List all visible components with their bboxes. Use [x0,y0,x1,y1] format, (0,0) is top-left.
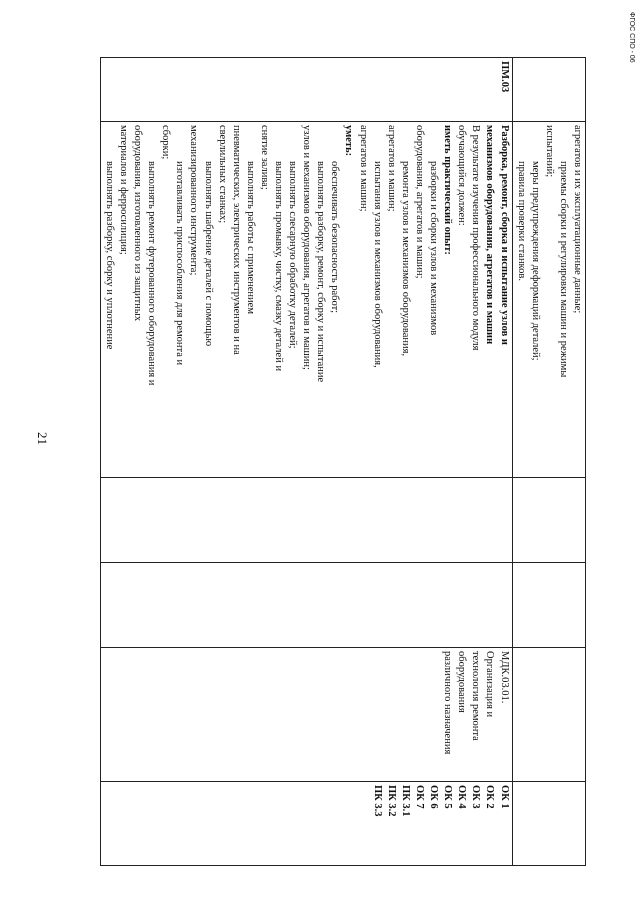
experience-line-1: разборки и сборки узлов и механизмов [428,161,440,336]
competency-5: ОК 5 [442,785,454,809]
competency-7: ОК 7 [413,785,425,809]
skills-line-11: механизированного инструмента; [188,125,200,276]
mdk-cell [100,648,512,782]
module-code: ПМ.03 [498,61,510,93]
skills-heading: уметь: [343,125,355,157]
experience-heading: иметь практический опыт: [442,125,454,255]
skills-line-1: обеспечивать безопасность работ; [329,161,341,314]
skills-line-13: сборки; [160,125,172,160]
module-title-line-2: механизмов оборудования, агрегатов и машин [484,125,496,345]
competency-3: ОК 3 [470,785,482,809]
skills-line-12: изготавливать приспособления для ремонта и [174,161,186,366]
experience-line-2: оборудования, агрегатов и машин; [413,125,425,279]
skills-line-3: узлов и механизмов оборудования, агрегатов и машин; [301,125,313,370]
skills-line-16: материалов и ферросилиция; [118,125,129,255]
competency-2: ОК 2 [484,785,496,809]
competency-6: ОК 6 [428,785,440,809]
competency-10: ПК 3.3 [371,785,383,817]
skills-line-9: сверлильных станках; [216,125,228,224]
mdk-cell-empty [512,648,585,782]
competency-4: ОК 4 [456,785,468,809]
mdk-line-4: оборудования [456,651,468,713]
curriculum-table [100,57,586,866]
skills-line-8: пневматических, электрических инструментов и на [230,125,242,355]
module-content-cell [100,122,512,478]
skills-line-2: выполнять разборку, ремонт, сборку и испытание [315,161,327,383]
module-code-cell [100,58,512,122]
skills-line-4: выполнять слесарную обработку деталей; [287,161,299,349]
skills-line-15: оборудования, изготовленного из защитных [132,125,144,322]
mdk-line-5: различного назначения [442,651,454,755]
hours-cell-empty [512,478,585,563]
carry-line-5: правила проверки станков. [515,161,527,281]
skills-line-14: выполнять ремонт футерованного оборудования и [146,161,158,386]
module-row [100,58,512,866]
carry-over-content [512,122,585,478]
competency-cell [100,782,512,866]
footer-text: ФГОС СПО - 06 [628,12,635,63]
code-cell-empty [512,58,585,122]
competency-9: ПК 3.2 [385,785,397,817]
carry-line-2: приемы сборки и регулировки машин и режимы [557,161,569,378]
mdk-line-1: МДК.03.01. [498,651,510,704]
body-line-1: В результате изучения профессионального модуля [470,125,482,351]
max-load-cell [100,478,512,563]
skills-line-17: выполнять разборку, сборку и уплотнение [103,161,115,350]
competency-cell-empty [512,782,585,866]
experience-line-3: ремонта узлов и механизмов оборудования, [399,161,411,357]
competency-1: ОК 1 [498,785,510,809]
mdk-line-2: Организация и [484,651,496,718]
body-line-2: обучающийся должен: [456,125,468,226]
page-number: 21 [35,432,50,445]
skills-line-10: выполнять шабрение деталей с помощью [202,161,214,347]
carry-line-3: испытаний; [543,125,555,178]
mandatory-hours-cell [100,563,512,648]
carry-line-4: меры предупреждения деформаций деталей; [529,161,541,361]
experience-line-5: испытания узлов и механизмов оборудования, [371,161,383,368]
skills-line-7: выполнять работы с применением [244,161,256,314]
skills-line-6: снятие залива; [258,125,270,190]
skills-line-5: выполнять промывку, чистку, смазку деталей и [273,161,285,372]
carry-line-1: агрегатов и их эксплуатационные данные; [572,125,583,314]
experience-line-4: агрегатов и машин; [385,125,397,212]
experience-line-6: агрегатов и машин; [357,125,369,212]
mdk-line-3: технология ремонта [470,651,482,741]
competency-8: ПК 3.1 [399,785,411,817]
module-title-line-1: Разборка, ремонт, сборка и испытание узлов и [498,125,510,345]
carry-over-row [512,58,585,866]
hours-cell-empty-2 [512,563,585,648]
